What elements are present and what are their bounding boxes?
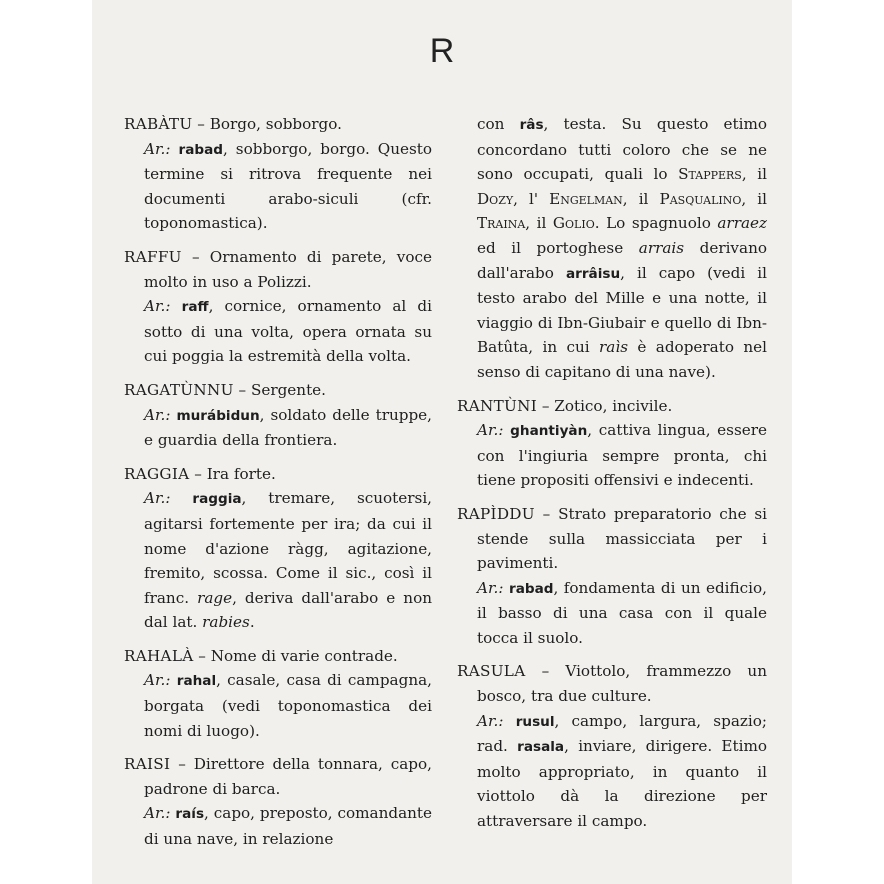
- italic-term: raìs: [599, 338, 629, 357]
- arabic-label: Ar.:: [144, 139, 171, 158]
- arabic-term: raff: [181, 299, 209, 316]
- right-column: [457, 112, 767, 843]
- entry-headword: RASULA: [457, 662, 526, 681]
- entry-definition: Direttore della tonnara, capo, padrone di barca.: [144, 755, 433, 798]
- text-run: , deriva dall'arabo e non dal lat.: [144, 588, 432, 632]
- author-name: Golio: [552, 214, 595, 233]
- entry-etymology: [477, 712, 767, 830]
- text-run: , cornice, ornamento al di sotto di una volta, opera ornata su cui poggia la estremità della volta.: [144, 297, 432, 366]
- text-run: , capo, preposto, comandante di una nave, in relazione: [144, 804, 433, 849]
- author-name: Traina: [477, 214, 526, 233]
- entry-definition: Ornamento di parete, voce molto in uso a Polizzi.: [144, 247, 432, 291]
- text-run: , l': [513, 189, 550, 208]
- section-letter: R: [429, 32, 455, 70]
- entry-etymology: [144, 489, 432, 631]
- entry-headword: RAFFU: [124, 247, 182, 266]
- arabic-term: rasala: [517, 739, 565, 756]
- entry-definition: Sergente.: [250, 380, 326, 399]
- text-run: , agitazione, fremito, scossa. Come il sic., così il franc.: [144, 539, 433, 607]
- author-name: Stappers: [678, 165, 742, 184]
- text-run: , il: [741, 189, 768, 208]
- entry-headword: RAHALÀ: [124, 646, 194, 665]
- arabic-label: Ar.:: [144, 804, 171, 823]
- arabic-label: Ar.:: [144, 489, 171, 508]
- dictionary-entry: RANTÙNI – Zotico, incivile. Ar.: ghantiyàn, cattiva lingua, essere con l'ingiuria sempre pronta, chi tiene propositi offensivi e indecenti.: [457, 396, 767, 490]
- arabic-label: Ar.:: [477, 711, 504, 730]
- arabic-term: arrâisu: [565, 265, 621, 282]
- entry-etymology: [144, 406, 432, 450]
- author-name: Dozy: [477, 189, 514, 208]
- entry-definition: Viottolo, frammezzo un bosco, tra due culture.: [477, 662, 767, 706]
- text-run: ràgg: [288, 539, 324, 558]
- text-run: , cattiva lingua, essere con l'ingiuria sempre pronta, chi tiene propositi offensivi e indecenti.: [477, 421, 767, 490]
- text-run: . Lo spagnuolo: [594, 214, 718, 233]
- italic-term: rabies: [202, 613, 250, 632]
- text-run: , inviare, dirigere. Etimo molto appropriato, in quanto il viottolo dà la direzione per attraversare il campo.: [477, 737, 767, 831]
- left-column: [124, 112, 432, 861]
- arabic-term: râs: [519, 117, 544, 133]
- text-run: , soldato delle truppe, e guardia della frontiera.: [144, 405, 432, 450]
- entry-etymology: [144, 804, 432, 848]
- entry-headword: RAPÌDDU: [457, 504, 535, 523]
- arabic-term: raís: [175, 806, 205, 823]
- arabic-term: murábidun: [176, 407, 260, 424]
- entry-etymology: [477, 421, 767, 489]
- entry-headword: RANTÙNI: [457, 396, 538, 415]
- entry-headword: RAISI: [124, 755, 171, 774]
- text-run: .: [249, 613, 255, 632]
- dictionary-entry: RAFFU – Ornamento di parete, voce molto in uso a Polizzi. Ar.: raff, cornice, ornamento al di sotto di una volta, opera ornata su cui poggia la estremità della volta.: [124, 247, 432, 366]
- text-run: , tremare, scuotersi, agitarsi fortemente per ira; da cui il nome d'azione: [144, 489, 433, 558]
- arabic-term: rabad: [178, 141, 223, 158]
- arabic-label: Ar.:: [144, 671, 171, 690]
- italic-term: arraez: [717, 214, 767, 233]
- dictionary-page: [92, 0, 792, 884]
- author-name: Engelman: [549, 189, 623, 208]
- entry-continuation: [457, 112, 767, 385]
- dictionary-entry: RAHALÀ – Nome di varie contrade. Ar.: rahal, casale, casa di campagna, borgata (vedi toponomastica dei nomi di luogo).: [124, 646, 432, 740]
- entry-etymology: [144, 671, 432, 739]
- text-run: , testa. Su questo etimo concordano tutti coloro che se ne sono occupati, quali lo: [477, 115, 767, 184]
- entry-headword: RABÀTU: [124, 115, 193, 133]
- entry-headword: RAGGIA: [124, 464, 190, 483]
- text-run: , casale, casa di campagna, borgata (vedi toponomastica dei nomi di luogo).: [144, 671, 432, 740]
- entry-definition: Strato preparatorio che si stende sulla massicciata per i pavimenti.: [477, 504, 767, 573]
- dictionary-entry: RAISI – Direttore della tonnara, capo, padrone di barca. Ar.: raís, capo, preposto, comandante di una nave, in relazione: [124, 755, 433, 849]
- arabic-label: Ar.:: [477, 421, 504, 440]
- entry-definition: Ira forte.: [206, 464, 276, 483]
- text-run: ed il portoghese: [477, 238, 639, 257]
- italic-term: rage: [197, 588, 233, 607]
- entry-etymology: [144, 297, 432, 365]
- italic-term: arrais: [638, 238, 685, 257]
- arabic-label: Ar.:: [144, 297, 171, 316]
- dictionary-entry: RAPÌDDU – Strato preparatorio che si stende sulla massicciata per i pavimenti. Ar.: rabad, fondamenta di un edificio, il basso di una casa con il quale tocca il suolo.: [457, 504, 768, 647]
- text-run: , campo, largura, spazio; rad.: [477, 711, 767, 756]
- text-run: , fondamenta di un edificio, il basso di una casa con il quale tocca il suolo.: [477, 578, 768, 647]
- arabic-label: Ar.:: [477, 578, 504, 597]
- entry-definition: Zotico, incivile.: [554, 396, 673, 415]
- text-run: , il: [525, 214, 553, 233]
- text-run: , il: [622, 189, 660, 208]
- dictionary-entry: RASULA – Viottolo, frammezzo un bosco, tra due culture. Ar.: rusul, campo, largura, spazio; rad. rasala, inviare, dirigere. Etimo molto appropriato, in quanto il viottolo dà la direzione per attraversare il campo.: [457, 662, 767, 831]
- author-name: Pasqualino: [659, 189, 742, 208]
- arabic-term: rabad: [508, 580, 554, 597]
- entry-definition: Borgo, sobborgo.: [209, 115, 342, 133]
- arabic-term: rusul: [515, 713, 555, 730]
- arabic-term: raggia: [192, 491, 242, 508]
- dictionary-entry: RABÀTU – Borgo, sobborgo. Ar.: rabad, sobborgo, borgo. Questo termine si ritrova frequente nei documenti arabo-siculi (cfr. toponomastica).: [124, 115, 433, 233]
- text-run: , sobborgo, borgo. Questo termine si ritrova frequente nei documenti arabo-siculi (cfr. toponomastica).: [144, 139, 433, 233]
- dictionary-entry: RAGATÙNNU – Sergente. Ar.: murábidun, soldato delle truppe, e guardia della frontiera.: [124, 380, 432, 450]
- dictionary-entry: RAGGIA – Ira forte. Ar.: raggia, tremare, scuotersi, agitarsi fortemente per ira; da cui il nome d'azione ràgg, agitazione, fremito, scossa. Come il sic., così il franc. rage, deriva dall'arabo e non dal lat. rabies.: [124, 464, 433, 632]
- arabic-term: rahal: [176, 673, 217, 690]
- entry-etymology: [477, 579, 767, 647]
- text-run: derivano dall'arabo: [477, 238, 767, 282]
- text-run: è adoperato nel senso di capitano di una nave).: [477, 338, 767, 381]
- arabic-term: ghantiyàn: [510, 423, 588, 440]
- entry-headword: RAGATÙNNU: [124, 380, 234, 399]
- text-run: , il: [741, 165, 768, 184]
- entry-etymology: [144, 140, 432, 233]
- arabic-label: Ar.:: [144, 405, 171, 424]
- text-run: con: [477, 115, 520, 133]
- text-run: , il capo (vedi il testo arabo del Mille e una notte, il viaggio di Ibn-Giubair e quello di Ibn-Batûta, in cui: [477, 263, 767, 357]
- entry-definition: Nome di varie contrade.: [210, 646, 398, 665]
- continuation-text: [477, 115, 767, 381]
